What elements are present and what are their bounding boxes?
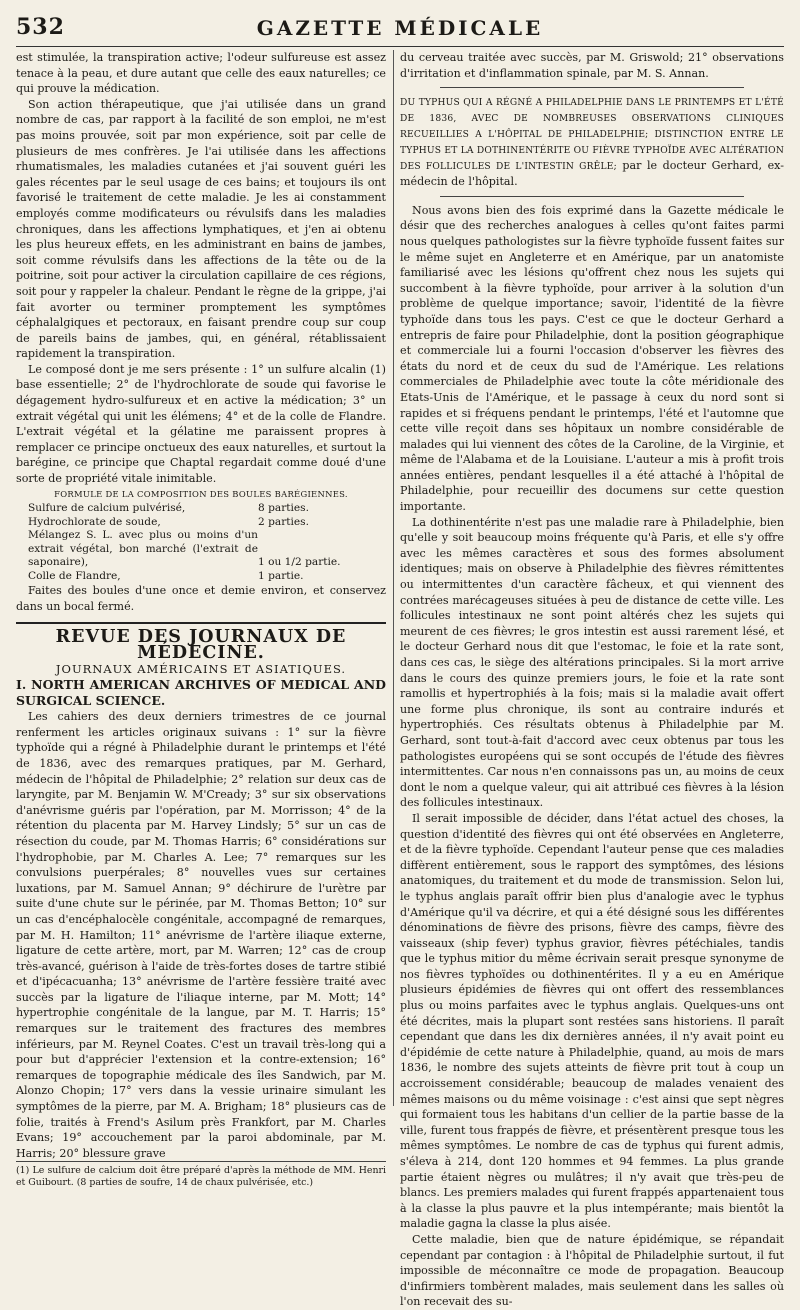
- revue-subtitle: JOURNAUX AMÉRICAINS ET ASIATIQUES.: [55, 661, 347, 676]
- right-paragraph-5: Cette maladie, bien que de nature épidémique, se répandait cependant par contagion : à l'hôpital de Philadelphie surtout, il fut impossible de méconnaître ce mode de propagation. Beaucoup d'infirmiers tombèrent malades, mais seulement dans les salles où l'on recevait des su-: [400, 1232, 784, 1309]
- typhus-heading: [400, 94, 784, 190]
- revue-title: REVUE DES JOURNAUX DE MÉDECINE.: [55, 627, 347, 663]
- section-rule: [16, 622, 386, 624]
- left-paragraph-2: Son action thérapeutique, que j'ai utilisée dans un grand nombre de cas, par rapport à la facilité de son emploi, ne m'est pas moins prouvée, soit par mon expérience, soit par celle de plusieurs de mes confrères. Je l'ai utilisée dans les affections rhumatismales, les maladies cutanées et j'ai souvent guéri les gales récentes par le seul usage de ces bains; et toujours ils ont favorisé le traitement de cette maladie. Je les ai constamment employés comme modificateurs ou révulsifs dans les maladies chroniques, dans les affections lymphatiques, et j'en ai obtenu les plus heureux effets, en les administrant en bains de jambes, soit comme révulsifs dans les affections de la tête ou de la poitrine, soit pour activer la circulation capillaire de ces régions, soit pour y rappeler la chaleur. Pendant le règne de la grippe, j'ai fait avorter ou terminer promptement les symptômes céphalalgiques et pectoraux, en faisant prendre coup sur coup de pareils bains de jambes, qui, en général, rétablissaient rapidement la transpiration.: [16, 97, 386, 361]
- formula-row: [16, 570, 386, 584]
- formula-quantity: 8 parties.: [258, 502, 309, 515]
- left-paragraph-1: est stimulée, la transpiration active; l'odeur sulfureuse est assez tenace à la peau, et dure autant que celle des eaux naturelles; ce qui prouve la médication.: [16, 51, 386, 96]
- footnote: (1) Le sulfure de calcium doit être préparé d'après la méthode de MM. Henri et Guibourt. (8 parties de soufre, 14 de chaux pulvérisée, etc.): [16, 1161, 386, 1189]
- column-divider: [393, 50, 394, 1106]
- left-paragraph-3: Le composé dont je me sers présente : 1° un sulfure alcalin (1) base essentielle; 2° de l'hydrochlorate de soude qui favorise le dégagement hydro-sulfureux et en active la médication; 3° un extrait végétal qui unit les élémens; 4° et de la colle de Flandre. L'extrait végétal et la gélatine me paraissent propres à remplacer ce principe onctueux des eaux naturelles, et surtout la barégine, ce principe que Chaptal regardait comme doué d'une sorte de propriété vitale inimitable.: [16, 362, 386, 486]
- short-rule: [440, 196, 744, 197]
- formula-title: FORMULE DE LA COMPOSITION DES BOULES BARÉGIENNES.: [54, 488, 348, 499]
- left-paragraph-5: Les cahiers des deux derniers trimestres de ce journal renferment les articles originaux suivans : 1° sur la fièvre typhoïde qui a régné à Philadelphie durant le printemps et l'été de 1836, avec des remarques pratiques, par M. Gerhard, médecin de l'hôpital de Philadelphie; 2° relation sur deux cas de laryngite, par M. Benjamin W. M'Cready; 3° sur six observations d'anévrisme guéris par l'opération, par M. Morrisson; 4° de la rétention du placenta par M. Harvey Lindsly; 5° sur un cas de résection du coude, par M. Thomas Harris; 6° considérations sur l'hydrophobie, par M. Charles A. Lee; 7° remarques sur les convulsions puerpérales; 8° nouvelles vues sur certaines luxations, par M. Samuel Annan; 9° déchirure de l'urètre par suite d'une chute sur le périnée, par M. Thomas Betton; 10° sur un cas d'encéphalocèle congénitale, accompagné de remarques, par M. H. Hamilton; 11° anévrisme de l'artère iliaque externe, ligature de cette artère, mort, par M. Warren; 12° cas de croup très-avancé, guérison à l'aide de très-fortes doses de tartre stibié et d'ipécacuanha; 13° anévrisme de l'artère fessière traité avec succès par la ligature de l'iliaque interne, par M. Mott; 14° hypertrophie congénitale de la langue, par M. T. Harris; 15° remarques sur le traitement des fractures des membres inférieurs, par M. Reynel Coates. C'est un travail très-long qui a pour but d'apprécier l'extension et la contre-extension; 16° remarques de topographie médicale des îles Sandwich, par M. Alonzo Chopin; 17° vers dans la vessie urinaire simulant les symptômes de la pierre, par M. A. Brigham; 18° plusieurs cas de folie, traités à Frend's Asilum près Frankfort, par M. Charles Evans; 19° accouchement par la paroi abdominale, par M. Harris; 20° blessure grave: [16, 710, 386, 1160]
- formula-quantity: 1 ou 1/2 partie.: [258, 556, 341, 569]
- formula-ingredient: Colle de Flandre,: [28, 569, 121, 582]
- header-rule: [16, 46, 784, 47]
- typhus-author: par le docteur Gerhard, ex-médecin de l'hôpital.: [400, 159, 784, 189]
- formula-ingredient: Sulfure de calcium pulvérisé,: [28, 502, 186, 515]
- right-paragraph-1: du cerveau traitée avec succès, par M. Griswold; 21° observations d'irritation et d'inflammation spinale, par M. S. Annan.: [400, 51, 784, 80]
- formula-row: [16, 516, 386, 530]
- page-number: 532: [16, 14, 65, 40]
- right-paragraph-4: Il serait impossible de décider, dans l'état actuel des choses, la question d'identité des fièvres qui ont été observées en Angleterre, et de la fièvre typhoïde. Cependant l'auteur pense que ces maladies diffèrent entièrement, sous le rapport des symptômes, des lésions anatomiques, du traitement et du mode de transmission. Selon lui, le typhus anglais paraît offrir bien plus d'analogie avec le typhus d'Amérique qu'il va décrire, et qui a été désigné sous les différentes dénominations de fièvre des prisons, fièvre des camps, fièvre des vaisseaux (ship fever) typhus gravior, fièvres pétéchiales, tandis que le typhus mitior du même écrivain serait presque synonyme de nos fièvres typhoïdes ou dothinentérites. Il y a eu en Amérique plusieurs épidémies de fièvres qui ont offert des ressemblances plus ou moins parfaites avec le typhus anglais. Quelques-uns ont été décrites, mais la plupart sont restées sans historiens. Il paraît cependant que dans les dix dernières années, il n'y avait point eu d'épidémie de cette nature à Philadelphie, quand, au mois de mars 1836, le nombre des sujets atteints de fièvre prit tout à coup un accroissement considérable; beaucoup de malades venaient des mêmes maisons ou du même voisinage : c'est ainsi que sept nègres qui formaient tous les habitans d'un cellier de la partie basse de la ville, furent tous frappés de fièvre, et présentèrent presque tous les mêmes symptômes. Le nombre de cas de typhus qui furent admis, s'éleva à 214, dont 120 hommes et 94 femmes. La plus grande partie étaient nègres ou mulâtres; il n'y avait que très-peu de blancs. Les premiers malades qui furent frappés appartenaient tous à la classe la plus pauvre et la plus intempérante; mais bientôt la maladie gagna la classe la plus aisée.: [400, 811, 784, 1231]
- right-paragraph-2: Nous avons bien des fois exprimé dans la Gazette médicale le désir que des recherches analogues à celles qu'ont faites parmi nous quelques pathologistes sur la fièvre typhoïde fussent faites sur le même sujet en Angleterre et en Amérique, par un anatomiste familiarisé avec les lésions qu'offrent chez nous les sujets qui succombent à la fièvre typhoïde, pour arriver à la solution d'un problème de quelque importance; savoir, l'identité de la fièvre typhoïde dans tous les pays. C'est ce que le docteur Gerhard a entrepris de faire pour Philadelphie, dont la position géographique et commerciale lui a fourni l'occasion d'observer les fièvres des états du nord et de ceux du sud de l'Amérique. Les relations commerciales de Philadelphie avec toute la côte méridionale des Etats-Unis de l'Amérique, et le passage à ceux du nord sont si rapides et si fréquens pendant le printemps, l'été et l'automne que cette ville reçoit dans ses hôpitaux un nombre considérable de malades qui lui viennent des côtes de la Caroline, de la Virginie, et même de l'Alabama et de la Louisiane. L'auteur a mis à profit trois années entières, pendant lesquelles il a été attaché à l'hôpital de Philadelphie, pour recueillir des documens sur cette question importante.: [400, 203, 784, 514]
- formula-quantity: 2 parties.: [258, 515, 309, 528]
- short-rule: [440, 87, 744, 88]
- left-column: [16, 50, 386, 1189]
- right-column: [400, 50, 784, 1309]
- formula-ingredient: Hydrochlorate de soude,: [28, 515, 161, 528]
- section-title: I. NORTH AMERICAN ARCHIVES OF MEDICAL AND SURGICAL SCIENCE.: [16, 677, 386, 709]
- formula-row: [16, 529, 386, 570]
- left-paragraph-4: Faites des boules d'une once et demie environ, et conservez dans un bocal fermé.: [16, 584, 386, 613]
- formula-row: [16, 502, 386, 516]
- typhus-heading-caps: DU TYPHUS QUI A RÉGNÉ A PHILADELPHIE DANS LE PRINTEMPS ET L'ÉTÉ DE 1836, AVEC DE NOMBREUSES OBSERVATIONS CLINIQUES RECUEILLIES A L'HÔPITAL DE PHILADELPHIE; DISTINCTION ENTRE LE TYPHUS ET LA DOTHINENTÉRITE OU FIÈVRE TYPHOÏDE AVEC ALTÉRATION DES FOLLICULES DE L'INTESTIN GRÊLE;: [400, 98, 784, 173]
- right-paragraph-3: La dothinentérite n'est pas une maladie rare à Philadelphie, bien qu'elle y soit beaucoup moins fréquente qu'à Paris, et elle s'y offre avec les mêmes caractères et sous des formes absolument identiques; mais on observe à Philadelphie des fièvres rémittentes ou intermittentes d'un caractère fâcheux, et qui viennent des contrées marécageuses situées à peu de distance de cette ville. Les follicules intestinaux ne sont point altérés chez les sujets qui meurent de ces fièvres; le gros intestin est aussi rarement lésé, et le docteur Gerhard nous dit que l'estomac, le foie et la rate sont, dans ces cas, le siège des altérations principales. Si la mort arrive dans le cours des quinze premiers jours, le foie et la rate sont ramollis et hypertrophiés à la fois; mais si la maladie avait offert une forme plus chronique, ils sont au contraire indurés et hypertrophiés. Ces résultats obtenus à Philadelphie par M. Gerhard, sont tout-à-fait d'accord avec ceux obtenus par tous les pathologistes européens qui se sont occupés de l'étude des fièvres intermittentes. Car nous n'en connaissons pas un, au moins de ceux dont le nom a quelque valeur, qui ait attribué ces fièvres à la lésion des follicules intestinaux.: [400, 515, 784, 810]
- page-header: [16, 14, 784, 44]
- formula-quantity: 1 partie.: [258, 569, 304, 582]
- journal-title: GAZETTE MÉDICALE: [256, 16, 544, 40]
- formula-ingredient: Mélangez S. L. avec plus ou moins d'un extrait végétal, bon marché (l'extrait de saponaire),: [28, 529, 258, 569]
